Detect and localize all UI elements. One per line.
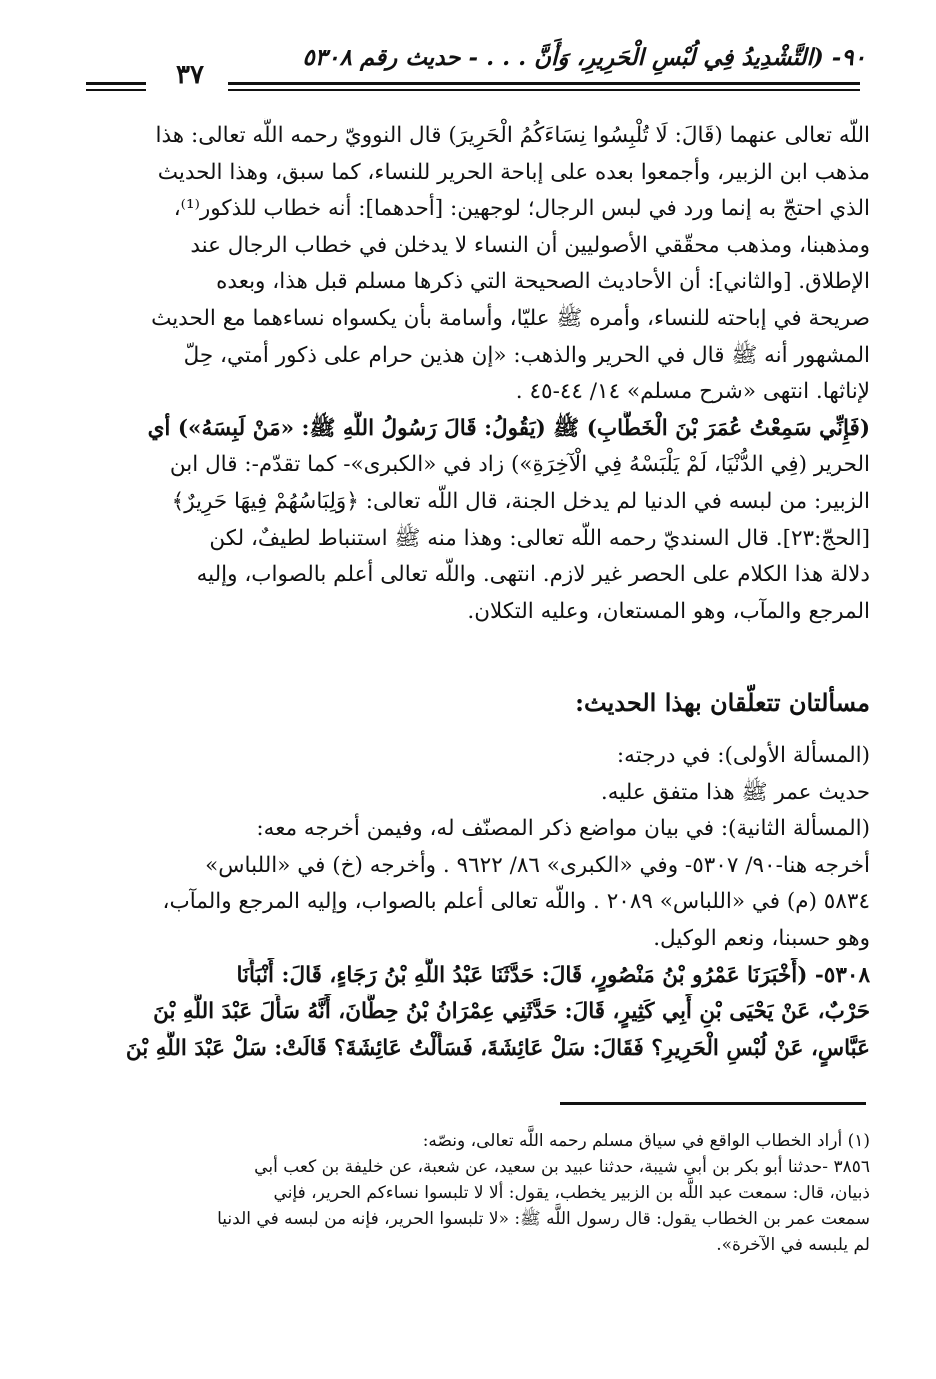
text-line: المشهور أنه ﷺ قال في الحرير والذهب: «إن هذين حرام على ذكور أمتي، حِلّ xyxy=(183,342,870,368)
hadith-chain-line: حَرْبٌ، عَنْ يَحْيَى بْنِ أَبِي كَثِيرٍ، قَالَ: حَدَّثَنِي عِمْرَانُ بْنُ حِطَّانَ، أَنَّهُ سَأَلَ عَبْدَ اللَّهِ بْنَ xyxy=(153,999,870,1025)
issue-two-title: (المسألة الثانية): في بيان مواضع ذكر المصنّف له، وفيمن أخرجه معه: xyxy=(256,816,870,842)
footnote-block xyxy=(82,1128,870,1258)
text-line: مذهب ابن الزبير، وأجمعوا بعده على إباحة الحرير للنساء، كما سبق، وهذا الحديث xyxy=(157,159,870,185)
hadith-chain-line: ٥٣٠٨- (أَخْبَرَنَا عَمْرُو بْنُ مَنْصُورٍ، قَالَ: حَدَّثَنَا عَبْدُ اللَّهِ بْنُ رَجَاءٍ، قَالَ: أَنْبَأَنَا xyxy=(236,962,870,988)
text-line: الذي احتجّ به إنما ورد في لبس الرجال؛ لوجهين: [أحدهما]: أنه خطاب للذكور⁽¹⁾، xyxy=(173,196,870,222)
footnote-line: ٣٨٥٦ -حدثنا أبو بكر بن أبي شيبة، حدثنا عبيد بن سعيد، عن شعبة، عن خليفة بن كعب أبي xyxy=(254,1157,870,1177)
text-line: الحرير (فِي الدُّنْيَا، لَمْ يَلْبَسْهُ فِي الْآخِرَةِ») زاد في «الكبرى»- كما تقدّم-: قال ابن xyxy=(169,452,870,478)
hadith-quote-line: (فَإِنِّي سَمِعْتُ عُمَرَ بْنَ الْخَطَّابِ) ﷺ (يَقُولُ: قَالَ رَسُولُ اللَّهِ ﷺ: «مَنْ لَبِسَهُ») أي xyxy=(147,415,870,441)
commentary-block xyxy=(82,118,870,630)
footnote-line: لم يلبسه في الآخرة». xyxy=(716,1235,870,1255)
section-heading: مسألتان تتعلّقان بهذا الحديث: xyxy=(575,688,870,717)
issue-one-title: (المسألة الأولى): في درجته: xyxy=(616,743,870,768)
text-line: ٥٨٣٤ (م) في «اللباس» ٢٠٨٩ . واللَّه تعالى أعلم بالصواب، وإليه المرجع والمآب، xyxy=(162,889,870,915)
hadith-chain-line: عَبَّاسٍ، عَنْ لُبْسِ الْحَرِيرِ؟ فَقَالَ: سَلْ عَائِشَةَ، فَسَأَلْتُ عَائِشَةَ؟ قَالَتْ: سَلْ عَبْدَ اللَّهِ بْنَ xyxy=(125,1035,870,1061)
text-line: ومذهبنا، ومذهب محقّقي الأصوليين أن النساء لا يدخلن في خطاب الرجال عند xyxy=(190,232,870,258)
issues-block xyxy=(82,738,870,1067)
text-line: أخرجه هنا-٩٠/ ٥٣٠٧- وفي «الكبرى» ٨٦/ ٩٦٢٢ . وأخرجه (خ) في «اللباس» xyxy=(205,852,870,878)
running-title: ٩٠- (التَّشْدِيدُ فِي لُبْسِ الْحَرِيرِ، وَأَنَّ . . . - حديث رقم ٥٣٠٨ xyxy=(302,44,866,71)
text-line: دلالة هذا الكلام على الحصر غير لازم. انتهى. واللَّه تعالى أعلم بالصواب، وإليه xyxy=(196,562,870,588)
text-line: الإطلاق. [والثاني]: أن الأحاديث الصحيحة التي ذكرها مسلم قبل هذا، وبعده xyxy=(216,269,870,295)
footnote-line: (١) أراد الخطاب الواقع في سياق مسلم رحمه اللَّه تعالى، ونصّه: xyxy=(422,1131,870,1151)
header-rule-left-top xyxy=(86,82,146,85)
text-line: صريحة في إباحته للنساء، وأمره ﷺ عليّا، وأسامة بأن يكسواه نساءهما مع الحديث xyxy=(151,305,870,331)
text-line: [الحجّ:٢٣]. قال السنديّ رحمه اللَّه تعالى: وهذا منه ﷺ استنباط لطيفٌ، لكن xyxy=(209,525,870,551)
page-number: ٣٧ xyxy=(176,60,204,90)
footnote-line: ذبيان، قال: سمعت عبد اللَّه بن الزبير يخطب، يقول: ألا لا تلبسوا نساءكم الحرير، فإني xyxy=(273,1183,870,1203)
header-rule-left-bottom xyxy=(86,89,146,91)
header-rule-bottom xyxy=(228,89,860,91)
text-line: اللَّه تعالى عنهما (قَالَ: لَا تُلْبِسُوا نِسَاءَكُمُ الْحَرِيرَ) قال النوويّ رحمه اللَّه تعالى: هذا xyxy=(155,123,870,148)
text-line: المرجع والمآب، وهو المستعان، وعليه التكلان. xyxy=(467,598,870,624)
header-rule-top xyxy=(228,82,860,85)
text-line: حديث عمر ﷺ هذا متفق عليه. xyxy=(600,779,870,805)
text-line: وهو حسبنا، ونعم الوكيل. xyxy=(653,925,870,951)
footnote-separator xyxy=(560,1102,866,1105)
text-line: الزبير: من لبسه في الدنيا لم يدخل الجنة، قال اللَّه تعالى: ﴿وَلِبَاسُهُمْ فِيهَا حَرِيرٌ﴾ xyxy=(171,488,870,514)
footnote-line: سمعت عمر بن الخطاب يقول: قال رسول اللَّه ﷺ: «لا تلبسوا الحرير، فإنه من لبسه في الدنيا xyxy=(217,1209,870,1229)
text-line: لإناثها. انتهى «شرح مسلم» ١٤/ ٤٤-٤٥ . xyxy=(515,379,870,405)
